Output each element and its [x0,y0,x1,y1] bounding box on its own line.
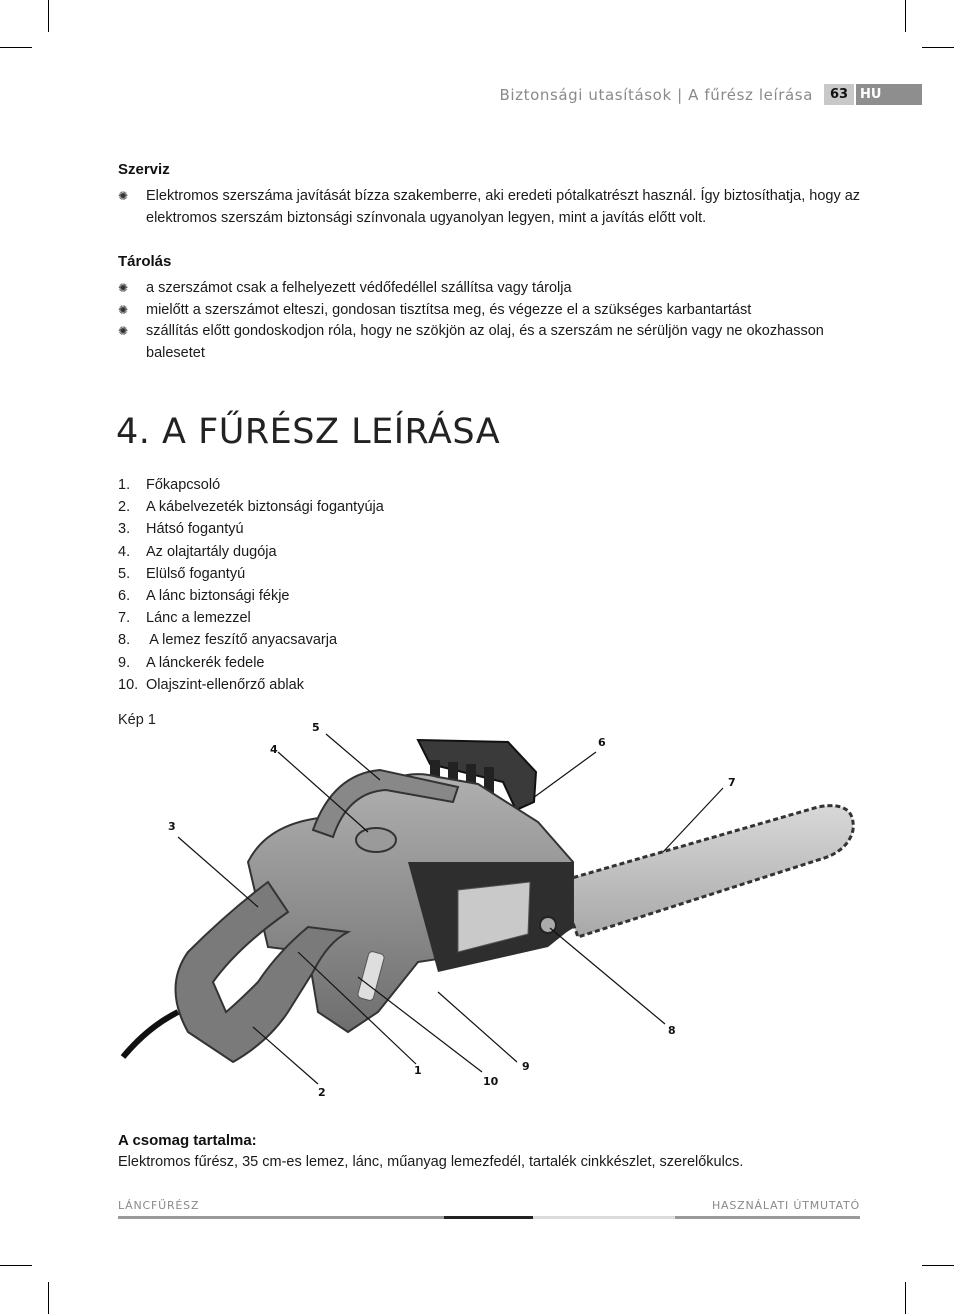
part-label: A kábelvezeték biztonsági fogantyúja [146,499,384,516]
list-item [118,278,863,300]
part-item [118,563,384,585]
gear-bullet-icon: ✺ [118,324,129,338]
package-heading: A csomag tartalma: [118,1132,257,1149]
list-item [118,300,863,322]
language-tab: HU [856,84,922,105]
callout-3: 3 [168,820,176,833]
gear-bullet-icon: ✺ [118,302,129,317]
part-item [118,541,384,563]
page-number: 63 [824,84,854,105]
footer-bar-segment [533,1216,675,1219]
section-title: 4. A FŰRÉSZ LEÍRÁSA [116,412,501,452]
callout-10: 10 [483,1075,499,1088]
tarolas-list [118,278,863,364]
section-heading-szerviz: Szerviz [118,161,170,178]
part-label: Az olajtartály dugója [146,543,277,560]
crop-mark [48,1282,49,1314]
crop-mark [0,47,32,48]
part-item [118,674,384,696]
callout-4: 4 [270,743,278,756]
part-item [118,474,384,496]
list-item-text: mielőtt a szerszámot elteszi, gondosan tisztítsa meg, és végezze el a szükséges karbantartást [146,301,752,318]
footer-product: LÁNCFŰRÉSZ [118,1199,200,1212]
list-item [118,321,863,364]
callout-7: 7 [728,776,736,789]
footer-bar-segment [444,1216,533,1219]
part-number: 5. [118,565,131,582]
part-label: Lánc a lemezzel [146,610,251,627]
footer-bar-segment [118,1216,444,1219]
callout-8: 8 [668,1024,676,1037]
chain-bar [558,806,853,937]
callout-6: 6 [598,736,606,749]
crop-mark [905,1282,906,1314]
callout-5: 5 [312,721,320,734]
power-cord [123,1012,178,1057]
part-item [118,585,384,607]
part-label: Elülső fogantyú [146,565,246,582]
package-text: Elektromos fűrész, 35 cm-es lemez, lánc, műanyag lemezfedél, tartalék cinkkészlet, szerelőkulcs. [118,1154,744,1170]
part-item [118,607,384,629]
chainsaw-illustration [118,712,863,1107]
part-label: Főkapcsoló [146,477,221,493]
oil-cap [356,828,396,852]
part-number: 3. [118,521,131,538]
gear-bullet-icon: ✺ [118,189,129,203]
callout-9: 9 [522,1060,530,1073]
parts-list [118,474,384,696]
part-number: 10. [118,676,139,693]
crop-mark [0,1265,32,1266]
part-number: 9. [118,654,131,671]
part-label: Olajszint-ellenőrző ablak [146,676,304,693]
crop-mark [922,47,954,48]
part-item [118,496,384,518]
crop-mark [922,1265,954,1266]
szerviz-list [118,186,863,229]
list-item-text: szállítás előtt gondoskodjon róla, hogy ne szökjön az olaj, és a szerszám ne sérüljön vagy ne okozhasson balesetet [146,323,824,361]
gear-bullet-icon: ✺ [118,281,129,295]
footer-bar-segment [675,1216,860,1219]
list-item-text: Elektromos szerszáma javítását bízza szakemberre, aki eredeti pótalkatrészt használ. Így biztosíthatja, hogy az elektromos szerszám biztonsági színvonala ugyanolyan legyen, mint a javítás előtt volt. [146,188,861,226]
list-item-text: a szerszámot csak a felhelyezett védőfedéllel szállítsa vagy tárolja [146,280,572,296]
part-number: 6. [118,587,131,604]
list-item [118,186,863,229]
part-label: A lemez feszítő anyacsavarja [146,632,338,649]
callout-1: 1 [414,1064,422,1077]
part-item [118,518,384,540]
part-number: 7. [118,610,131,627]
part-number: 2. [118,499,131,516]
part-label: A lánckerék fedele [146,654,265,671]
figure-caption: Kép 1 [118,712,156,728]
part-item [118,652,384,674]
footer-manual: HASZNÁLATI ÚTMUTATÓ [711,1199,860,1212]
section-heading-tarolas: Tárolás [118,253,172,270]
part-number: 8. [118,632,131,649]
part-item [118,629,384,651]
running-title: Biztonsági utasítások | A fűrész leírása [499,86,813,104]
crop-mark [905,0,906,32]
part-number: 1. [118,477,131,493]
crop-mark [48,0,49,32]
part-label: A lánc biztonsági fékje [146,587,290,604]
part-number: 4. [118,543,131,560]
callout-2: 2 [318,1086,326,1099]
part-label: Hátsó fogantyú [146,521,244,538]
